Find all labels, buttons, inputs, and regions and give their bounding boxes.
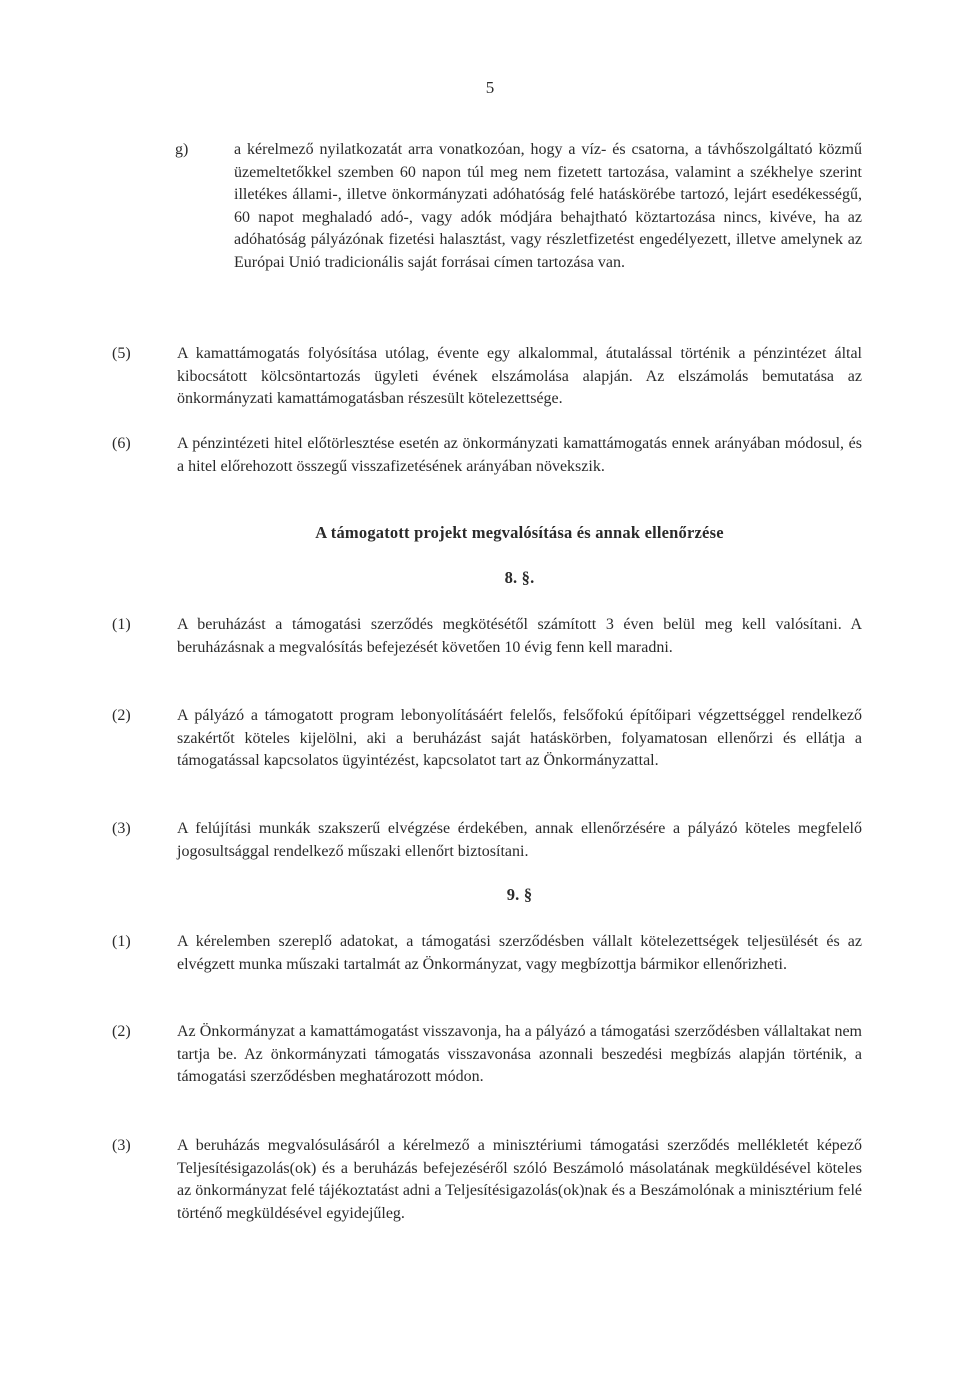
paragraph-text: A beruházást a támogatási szerződés megkötésétől számított 3 éven belül meg kell valósítani. A beruházásnak a megvalósítás befejezését követően 10 évig fenn kell maradni.	[177, 616, 862, 656]
paragraph-text: Az Önkormányzat a kamattámogatást visszavonja, ha a pályázó a támogatási szerződésben vállaltakat nem tartja be. Az önkormányzati támogatás visszavonása azonnali beszedési megbízás alapján történik, a támogatási szerződésben meghatározott módon.	[177, 1023, 862, 1085]
page-number: 5	[485, 78, 495, 97]
section-heading: A támogatott projekt megvalósítása és annak ellenőrzése	[315, 523, 724, 542]
paragraph-label: (2)	[112, 1023, 131, 1040]
paragraph-text: A pénzintézeti hitel előtörlesztése esetén az önkormányzati kamattámogatás ennek arányában módosul, és a hitel előrehozott összegű visszafizetésének arányában növekszik.	[177, 435, 862, 475]
paragraph-text: A pályázó a támogatott program lebonyolításáért felelős, felsőfokú építőipari végzettséggel rendelkező szakértőt köteles kijelölni, aki a beruházást saját hatáskörben, folyamatosan ellenőrzi és ellátja a támogatással kapcsolatos ügyintézést, kapcsolatot tart az Önkormányzattal.	[177, 707, 862, 769]
paragraph-text: a kérelmező nyilatkozatát arra vonatkozóan, hogy a víz- és csatorna, a távhőszolgáltató közmű üzemeltetőkkel szemben 60 napon túl meg nem fizetett tartozása, valamint a székhelye szerint illetékes állami-, illetve önkormányzati adóhatóság felé hatáskörébe tartozó, lejárt esedékességű, 60 napot meghaladó adó-, vagy adók módjára behajtható köztartozása nincs, kivéve, ha az adóhatóság pályázónak fizetési halasztást, vagy részletfizetést engedélyezett, illetve amelynek az Európai Unió tradicionális saját forrásai címen tartozása van.	[234, 141, 862, 271]
section-9-title: 9. §	[506, 885, 533, 904]
paragraph-label: (3)	[112, 820, 131, 837]
section-8-title: 8. §.	[504, 568, 535, 587]
paragraph-label: (1)	[112, 933, 131, 950]
paragraph-label: (6)	[112, 435, 131, 452]
paragraph-label: (3)	[112, 1137, 131, 1154]
paragraph-label: (5)	[112, 345, 131, 362]
paragraph-label: (2)	[112, 707, 131, 724]
paragraph-text: A felújítási munkák szakszerű elvégzése érdekében, annak ellenőrzésére a pályázó köteles megfelelő jogosultsággal rendelkező műszaki ellenőrt biztosítani.	[177, 820, 862, 860]
paragraph-label: (1)	[112, 616, 131, 633]
paragraph-text: A beruházás megvalósulásáról a kérelmező a minisztériumi támogatási szerződés mellékletét képező Teljesítésigazolás(ok) és a beruházás befejezéséről szóló Beszámoló másolatának megküldésével köteles az önkormányzat felé tájékoztatást adni a Teljesítésigazolás(ok)nak és a Beszámolónak a minisztérium felé történő megküldésével egyidejűleg.	[177, 1137, 862, 1222]
paragraph-label: g)	[175, 141, 189, 158]
paragraph-text: A kérelemben szereplő adatokat, a támogatási szerződésben vállalt kötelezettségek teljesülését és az elvégzett munka műszaki tartalmát az Önkormányzat, vagy megbízottja bármikor ellenőrizheti.	[177, 933, 862, 973]
paragraph-text: A kamattámogatás folyósítása utólag, évente egy alkalommal, átutalással történik a pénzintézet által kibocsátott kölcsöntartozás ügyleti évének elszámolása alapján. Az elszámolás bemutatása az önkormányzati kamattámogatásban részesült kötelezettsége.	[177, 345, 862, 407]
